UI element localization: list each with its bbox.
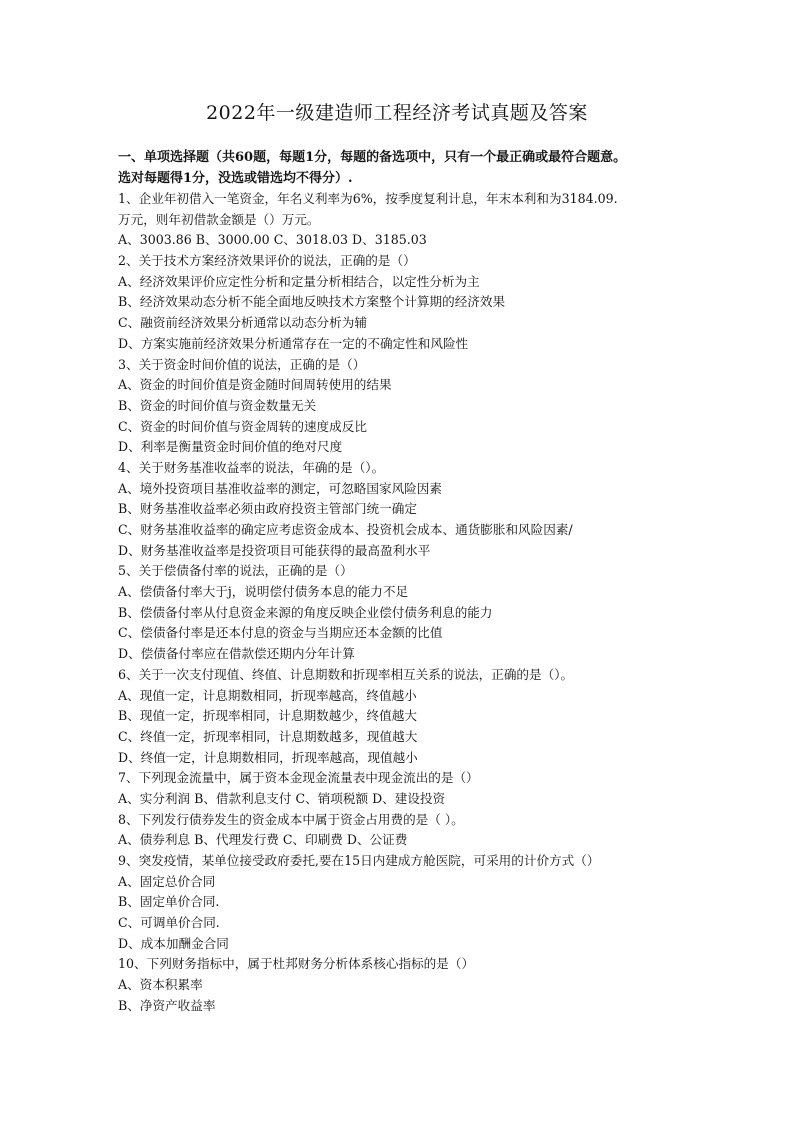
text-line: D、偿债备付率应在借款偿还期内分年计算	[118, 646, 355, 662]
text-line: B、净资产收益率	[118, 997, 216, 1013]
text-line: B、经济效果动态分析不能全面地反映技术方案整个计算期的经济效果	[118, 294, 506, 310]
text-line: D、财务基准收益率是投资项目可能获得的最高盈利水平	[118, 542, 431, 558]
text-line: 5、关于偿债备付率的说法，正确的是（）	[118, 563, 353, 579]
text-line: 10、下列财务指标中，属于杜邦财务分析体系核心指标的是（）	[118, 956, 475, 972]
text-line: A、债券利息 B、代理发行费 C、印刷费 D、公证费	[118, 832, 408, 848]
text-line: A、实分利润 B、借款利息支付 C、销项税额 D、建设投资	[118, 790, 446, 806]
text-line: A、现值一定，计息期数相同，折现率越高，终值越小	[118, 687, 417, 703]
page-title: 2022年一级建造师工程经济考试真题及答案	[206, 102, 588, 124]
text-line: C、财务基准收益率的确定应考虑资金成本、投资机会成本、通货膨胀和风险因素/	[118, 522, 573, 537]
text-line: 2、关于技术方案经济效果评价的说法，正确的是（）	[118, 253, 416, 269]
text-line: 3、关于资金时间价值的说法，正确的是（）	[118, 356, 366, 372]
text-line: A、资金的时间价值是资金随时间周转使用的结果	[118, 377, 392, 393]
text-line: C、融资前经济效果分析通常以动态分析为辅	[118, 315, 367, 331]
text-line: D、成本加酬金合同	[118, 935, 229, 951]
text-line: B、资金的时间价值与资金数量无关	[118, 397, 317, 413]
text-line: B、财务基准收益率必须由政府投资主管部门统一确定	[118, 501, 417, 517]
text-line: A、境外投资项目基准收益率的测定，可忽略国家风险因素	[118, 480, 442, 496]
text-line: C、终值一定，折现率相同，计息期数越多，现值越大	[118, 728, 418, 744]
section-heading-line-2: 选对每题得1分，没选或错选均不得分）.	[118, 170, 353, 186]
text-line: A、资本积累率	[118, 977, 203, 993]
text-line: 4、关于财务基准收益率的说法，年确的是（）。	[118, 459, 385, 475]
text-line: D、终值一定，计息期数相同，折现率越高，现值越小	[118, 749, 418, 765]
text-line: B、偿债备付率从付息资金来源的角度反映企业偿付债务利息的能力	[118, 604, 493, 620]
text-line: 6、关于一次支付现值、终值、计息期数和折现率相互关系的说法，正确的是（）。	[118, 666, 574, 682]
text-line: C、资金的时间价值与资金周转的速度成反比	[118, 418, 367, 434]
question-list	[118, 189, 698, 1017]
section-heading-line-1: 一、单项选择题（共60题，每题1分，每题的备选项中，只有一个最正确或最符合题意。	[118, 150, 627, 165]
section-heading	[118, 148, 698, 189]
text-line: A、固定总价合同	[118, 873, 216, 889]
text-line: 7、下列现金流量中，属于资本金现金流量表中现金流出的是（）	[118, 770, 479, 786]
text-line: C、偿债备付率是还本付息的资金与当期应还本金额的比值	[118, 625, 443, 641]
text-line: B、现值一定，折现率相同，计息期数越少，终值越大	[118, 708, 417, 724]
text-line: 万元，则年初借款金额是（）万元。	[118, 211, 320, 227]
text-line: A、3003.86 B、3000.00 C、3018.03 D、3185.03	[118, 232, 427, 248]
text-line: C、可调单价合同.	[118, 915, 220, 931]
text-line: B、固定单价合同.	[118, 894, 220, 910]
text-line: 8、下列发行债券发生的资金成本中属于资金占用费的是（ ）。	[118, 811, 464, 827]
text-line: 9、突发疫情，某单位接受政府委托,要在15日内建成方舱医院，可采用的计价方式（）	[118, 853, 600, 868]
text-line: D、利率是衡量资金时间价值的绝对尺度	[118, 439, 343, 455]
text-line: D、方案实施前经济效果分析通常存在一定的不确定性和风险性	[118, 335, 469, 351]
text-line: A、偿债备付率大于j，说明偿付债务本息的能力不足	[118, 584, 409, 600]
text-line: 1、企业年初借入一笔资金，年名义利率为6%，按季度复利计息，年末本利和为3184.09.	[118, 191, 618, 206]
text-line: A、经济效果评价应定性分析和定量分析相结合，以定性分析为主	[118, 273, 480, 289]
